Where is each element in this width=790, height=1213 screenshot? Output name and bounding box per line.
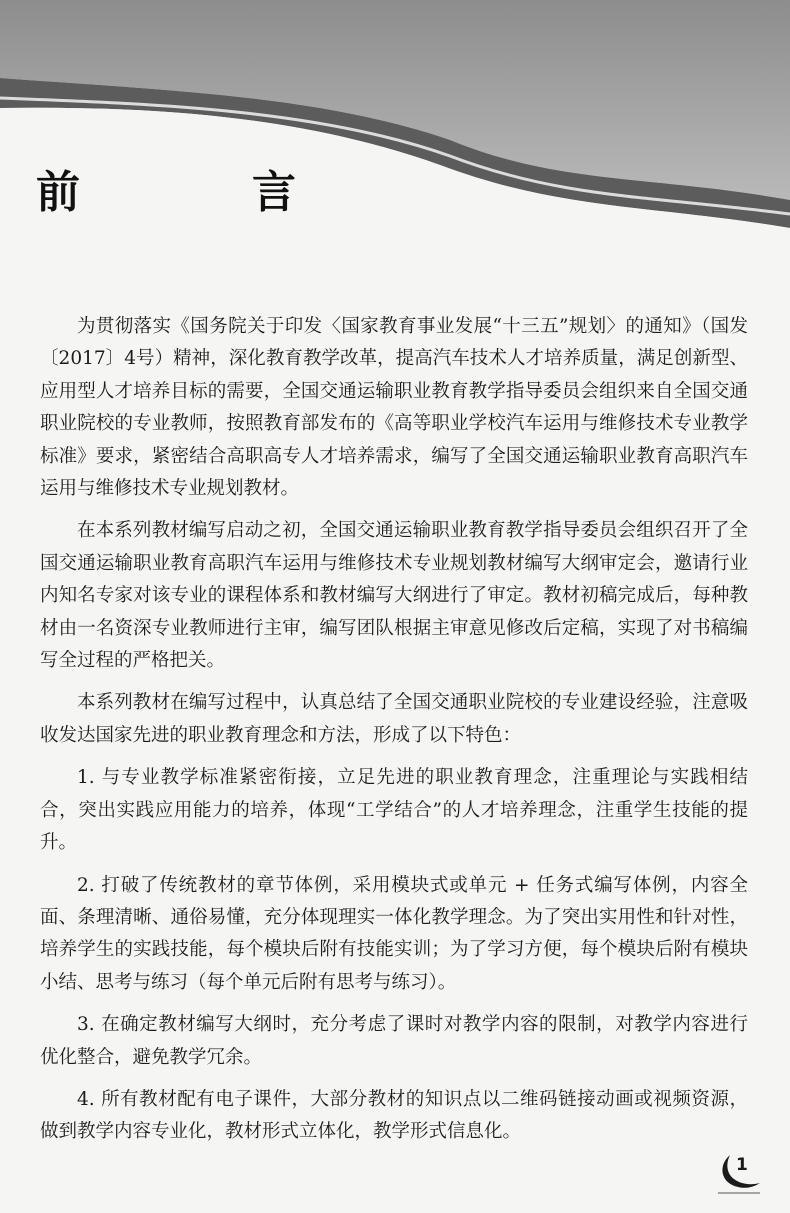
paragraph: 为贯彻落实《国务院关于印发〈国家教育事业发展“十三五”规划〉的通知》（国发〔2017〕4号）精神，深化教育教学改革，提高汽车技术人才培养质量，满足创新型、应用型人才培养目标的需要，全国交通运输职业教育教学指导委员会组织来自全国交通职业院校的专业教师，按照教育部发布的《高等职业学校汽车运用与维修技术专业教学标准》要求，紧密结合高职高专人才培养需求，编写了全国交通运输职业教育高职汽车运用与维修技术专业规划教材。: [40, 316, 748, 500]
paragraph: 3. 在确定教材编写大纲时，充分考虑了课时对教学内容的限制，对教学内容进行优化整合，避免教学冗余。: [40, 1014, 748, 1068]
paragraph: 1. 与专业教学标准紧密衔接，立足先进的职业教育理念，注重理论与实践相结合，突出实践应用能力的培养，体现“工学结合”的人才培养理念，注重学生技能的提升。: [40, 767, 748, 854]
preface-body: [40, 311, 748, 1159]
page-number: [716, 1151, 762, 1195]
page-number-label: 1: [736, 1155, 748, 1175]
paragraph: 2. 打破了传统教材的章节体例，采用模块式或单元 + 任务式编写体例，内容全面、条理清晰、通俗易懂，充分体现理实一体化教学理念。为了突出实用性和针对性，培养学生的实践技能，每个模块后附有技能实训；为了学习方便，每个模块后附有模块小结、思考与练习（每个单元后附有思考与练习）。: [40, 874, 748, 993]
paragraph: 本系列教材在编写过程中，认真总结了全国交通职业院校的专业建设经验，注意吸收发达国家先进的职业教育理念和方法，形成了以下特色：: [40, 692, 748, 746]
paragraph: 在本系列教材编写启动之初，全国交通运输职业教育教学指导委员会组织召开了全国交通运输职业教育高职汽车运用与维修技术专业规划教材编写大纲审定会，邀请行业内知名专家对该专业的课程体系和教材编写大纲进行了审定。教材初稿完成后，每种教材由一名资深专业教师进行主审，编写团队根据主审意见修改后定稿，实现了对书稿编写全过程的严格把关。: [40, 520, 748, 672]
paragraph: 4. 所有教材配有电子课件，大部分教材的知识点以二维码链接动画或视频资源，做到教学内容专业化，教材形式立体化，教学形式信息化。: [40, 1088, 748, 1143]
page-title: 前 言: [36, 167, 360, 218]
